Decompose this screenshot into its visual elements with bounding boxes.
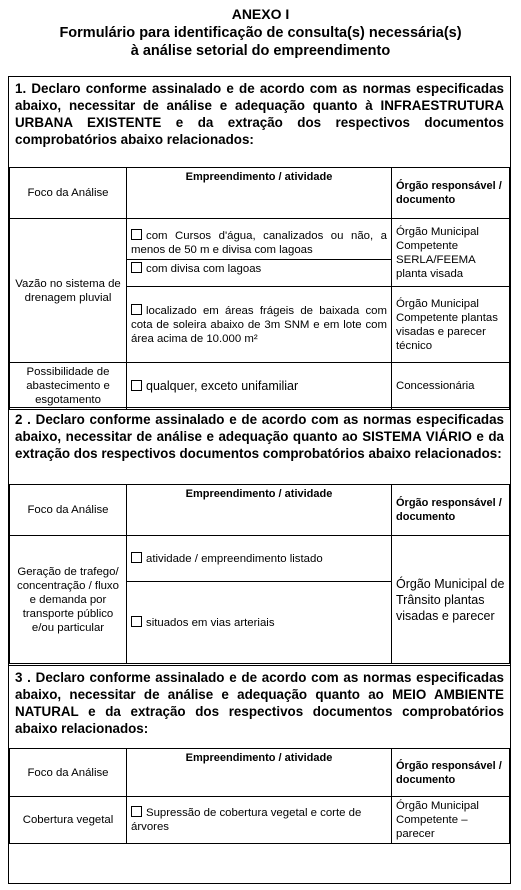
col-header-organ: Órgão responsável / documento [392, 749, 510, 797]
annex-heading: ANEXO I [231, 6, 290, 22]
form-title-line2: à análise setorial do empreendimento [130, 43, 391, 59]
focus-drenagem: Vazão no sistema de drenagem pluvial [10, 219, 127, 363]
checkbox[interactable] [131, 229, 142, 240]
section-3-intro: 3 . Declaro conforme assinalado e de acordo com as normas especificadas abaixo, necessitar de análise e adequação quanto ao MEIO AMBIENTE NATURAL e da extração dos respectivos documentos comprobatórios abaixo relacionados: [15, 670, 504, 736]
table-row [10, 797, 510, 844]
col-header-activity: Empreendimento / atividade [127, 485, 392, 536]
activity-cell [127, 219, 392, 287]
section-meio-ambiente [9, 665, 510, 884]
activity-cell[interactable]: situados em vias arteriais [127, 582, 392, 664]
checkbox[interactable] [131, 380, 142, 391]
section-1-intro: 1. Declaro conforme assinalado e de acordo com as normas especificadas abaixo, necessitar de análise e adequação quanto à INFRAESTRUTURA URBANA EXISTENTE e da extração dos respectivos documentos comprobatórios abaixo relacionados: [15, 81, 504, 147]
table-row [10, 363, 510, 410]
checkbox[interactable] [131, 304, 142, 315]
activity-cell[interactable]: atividade / empreendimento listado [127, 536, 392, 582]
form-frame [8, 76, 511, 884]
section-1-table [9, 167, 510, 410]
organ-cell: Órgão Municipal Competente – parecer [392, 797, 510, 844]
section-2-table [9, 484, 510, 664]
col-header-focus: Foco da Análise [10, 749, 127, 797]
focus-cobertura: Cobertura vegetal [10, 797, 127, 844]
focus-trafego: Geração de trafego/ concentração / fluxo e demanda por transporte público e/ou particular [10, 536, 127, 664]
col-header-activity: Empreendimento / atividade [127, 168, 392, 219]
col-header-activity: Empreendimento / atividade [127, 749, 392, 797]
activity-cell[interactable]: localizado em áreas frágeis de baixada com cota de soleira abaixo de 3m SNM e em lote com área acima de 10.000 m² [127, 287, 392, 363]
section-1-header-row [10, 168, 510, 219]
organ-cell: Órgão Municipal de Trânsito plantas visadas e parecer [392, 536, 510, 664]
section-2-intro: 2 . Declaro conforme assinalado e de acordo com as normas especificadas abaixo, necessitar de análise e adequação quanto ao SISTEMA VIÁRIO e da extração dos respectivos documentos comprobatórios abaixo relacionados: [15, 412, 504, 461]
col-header-organ: Órgão responsável / documento [392, 168, 510, 219]
section-3-header-row [10, 749, 510, 797]
activity-cell[interactable]: qualquer, exceto unifamiliar [127, 363, 392, 410]
form-title [0, 24, 521, 60]
list-item[interactable]: com Cursos d'água, canalizados ou não, a menos de 50 m e divisa com lagoas [131, 230, 387, 256]
checkbox[interactable] [131, 262, 142, 273]
organ-cell: Concessionária [392, 363, 510, 410]
list-item[interactable]: com divisa com lagoas [127, 259, 391, 276]
checkbox[interactable] [131, 616, 142, 627]
section-infraestrutura [9, 77, 510, 407]
checkbox[interactable] [131, 552, 142, 563]
col-header-focus: Foco da Análise [10, 168, 127, 219]
checkbox[interactable] [131, 806, 142, 817]
col-header-organ: Órgão responsável / documento [392, 485, 510, 536]
table-row [10, 536, 510, 582]
col-header-focus: Foco da Análise [10, 485, 127, 536]
focus-abastecimento: Possibilidade de abastecimento e esgotamento [10, 363, 127, 410]
section-sistema-viario [9, 407, 510, 666]
section-3-table [9, 748, 510, 844]
organ-cell: Órgão Municipal Competente SERLA/FEEMA planta visada [392, 219, 510, 287]
form-title-line1: Formulário para identificação de consulta(s) necessária(s) [59, 25, 462, 41]
organ-cell: Órgão Municipal Competente plantas visadas e parecer técnico [392, 287, 510, 363]
activity-cell[interactable]: Supressão de cobertura vegetal e corte de árvores [127, 797, 392, 844]
section-2-header-row [10, 485, 510, 536]
table-row [10, 219, 510, 287]
